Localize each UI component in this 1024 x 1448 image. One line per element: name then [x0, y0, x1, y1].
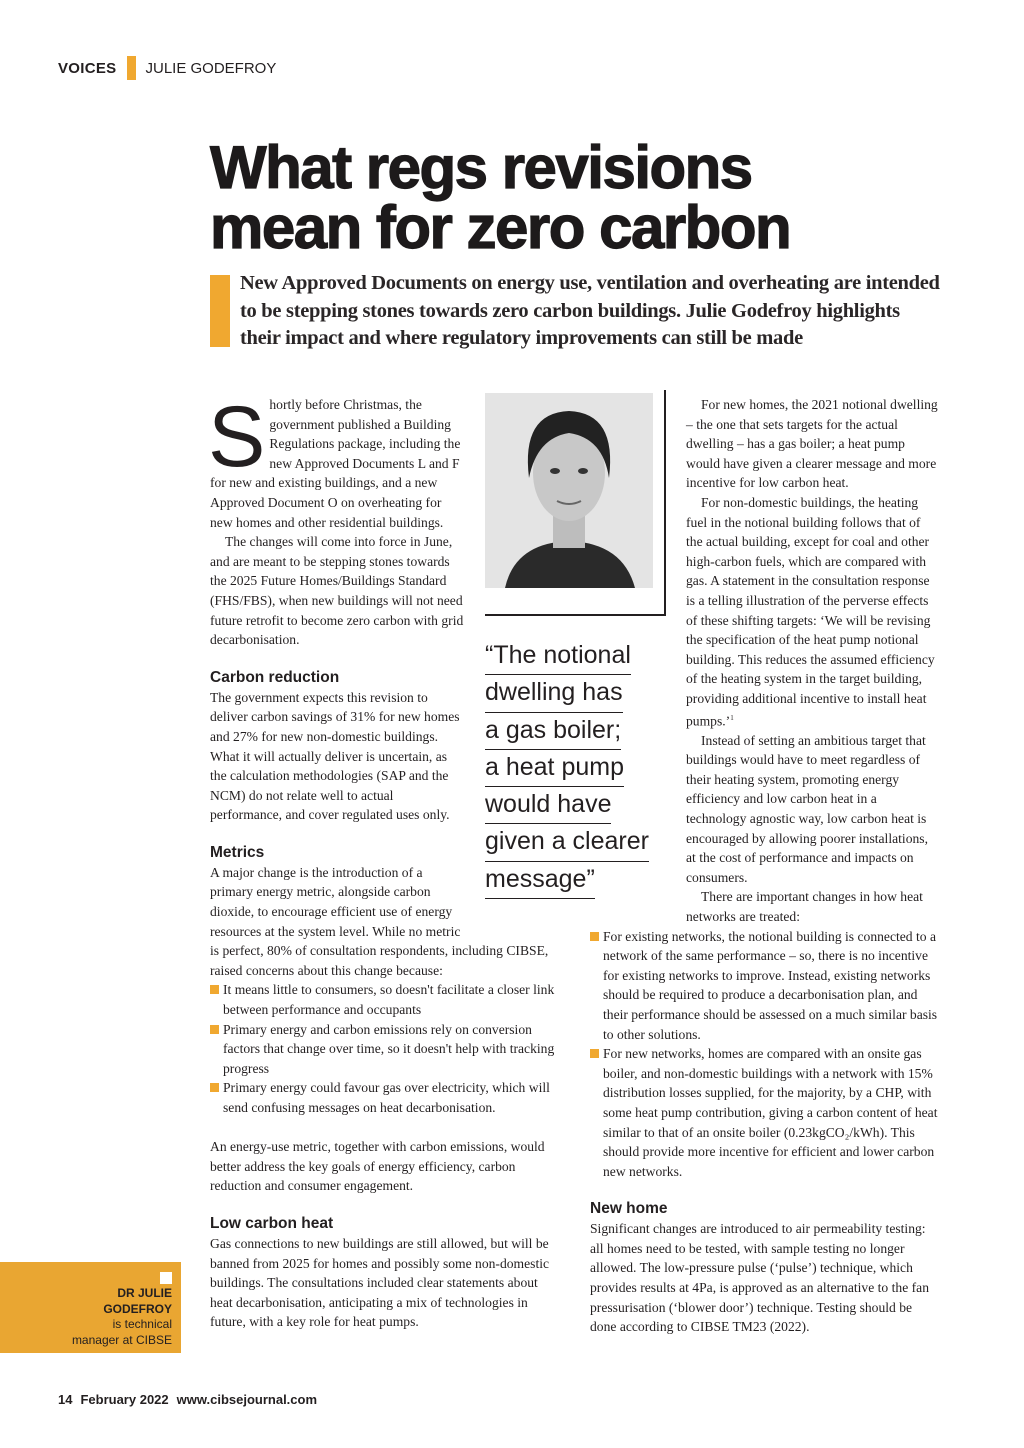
accent-bar: [127, 56, 136, 80]
right-column: [590, 395, 940, 1337]
standfirst-author: Julie Godefroy: [685, 299, 812, 322]
subheading-low-carbon-heat: Low carbon heat: [210, 1214, 334, 1232]
list-item: Primary energy and carbon emissions rely on conversion factors that change over time, so it doesn't help with tracking progress: [210, 1020, 560, 1079]
paragraph: Gas connections to new buildings are still allowed, but will be banned from 2025 for homes and possibly some non-domestic buildings. The consultations included clear statements about heat decarbonisation, anticipating a mix of technologies in future, with a key role for heat pumps.: [210, 1235, 550, 1330]
paragraph: For non-domestic buildings, the heating fuel in the notional building follows that of the actual building, except for coal and other high-carbon fuels, which are compared with gas. A statement in the consultation response is a telling illustration of the perverse effects of these shifting targets: ‘We will be revising the specification of the heat pump notional building. This reduces the assumed efficiency of the heating system in the target building, providing additional incentive to install heat pumps.’$^1$: [686, 494, 935, 729]
title-line: mean for zero carbon: [210, 194, 791, 261]
bullet-icon: [590, 1049, 599, 1058]
paragraph: A major change is the introduction of a primary energy metric, alongside carbon dioxide, to encourage efficient use of energy resources at the system level. While no metric is perfect, 80% of consultation respondents, including CIBSE, raised concerns about this change because:: [210, 864, 549, 978]
standfirst-bar: [210, 275, 230, 347]
list-item: Primary energy could favour gas over electricity, which will send confusing messages on heat decarbonisation.: [210, 1078, 560, 1117]
bio-role: manager at CIBSE: [71, 1332, 172, 1347]
paragraph: Instead of setting an ambitious target that buildings would have to meet regardless of their heating system, promoting energy efficiency and low carbon heat in a technology agnostic way, low carbon heat is encouraged by allowing poorer installations, at the cost of performance and impacts on consumers.: [686, 732, 928, 885]
website-link[interactable]: www.cibsejournal.com: [176, 1392, 318, 1407]
author-label: JULIE GODEFROY: [145, 59, 277, 77]
paragraph: The changes will come into force in June, and are meant to be stepping stones towards the 2025 Future Homes/Buildings Standard (FHS/FBS), when new buildings will not need future retrofit to become zero carbon with grid decarbonisation.: [210, 534, 464, 648]
paragraph: The government expects this revision to deliver carbon savings of 31% for new homes and 27% for new non-domestic buildings. What it will actually deliver is uncertain, as the calculation methodologies (SAP and the NCM) do not relate well to actual performance, and cover regulated uses only.: [210, 689, 460, 823]
standfirst: [240, 270, 940, 353]
drop-cap: S: [208, 389, 266, 485]
bullet-icon: [210, 985, 219, 994]
subheading-metrics: Metrics: [210, 843, 265, 861]
metrics-list: [210, 980, 560, 1117]
quote-line: message”: [485, 862, 595, 899]
bio-role: is technical: [112, 1317, 172, 1331]
bullet-icon: [210, 1025, 219, 1034]
paragraph: An energy-use metric, together with carbon emissions, would better address the key goals of energy efficiency, carbon reduction and consumer engagement.: [210, 1139, 545, 1194]
subheading-carbon: Carbon reduction: [210, 668, 340, 686]
paragraph: For new homes, the 2021 notional dwelling – the one that sets targets for the actual dwelling – has a gas boiler; a heat pump would have given a clearer message and more incentive for low carbon heat.: [686, 397, 938, 491]
quote-line: a gas boiler;: [485, 713, 621, 750]
section-label: VOICES: [58, 59, 117, 77]
standfirst-text: highlights their impact and where regulatory improvements can still be made: [240, 299, 900, 349]
heat-networks-list: [590, 927, 940, 1182]
paragraph: There are important changes in how heat networks are treated:: [686, 889, 923, 924]
bullet-icon: [590, 932, 599, 941]
standfirst-text: New Approved Documents on energy use, ventilation and overheating are intended to be stepping stones towards zero carbon buildings.: [240, 272, 940, 322]
bio-square-icon: [160, 1272, 172, 1284]
section-header: [58, 56, 276, 80]
list-item: It means little to consumers, so doesn't facilitate a closer link between performance and occupants: [210, 980, 560, 1019]
quote-line: “The notional: [485, 638, 631, 675]
bullet-icon: [210, 1083, 219, 1092]
article-title: [210, 134, 791, 261]
title-line: What regs revisions: [210, 134, 752, 201]
quote-line: dwelling has: [485, 675, 623, 712]
footnote-ref: 1: [730, 713, 734, 722]
list-item: For new networks, homes are compared with an onsite gas boiler, and non-domestic buildings with a network with 15% distribution losses supplied, for the majority, by a CHP, with some heat pump contribution, giving a carbon content of heat similar to that of an onsite boiler (0.23kgCO₂/kWh). This should provide more incentive for efficient and lower carbon new networks.: [590, 1044, 940, 1181]
quote-line: would have: [485, 787, 611, 824]
subheading-new-home: New home: [590, 1200, 668, 1218]
page-footer: [58, 1392, 325, 1407]
page-number: 14: [58, 1392, 73, 1407]
quote-line: a heat pump: [485, 750, 624, 787]
intro-paragraph: Shortly before Christmas, the government published a Building Regulations package, including the new Approved Documents L and F for new and existing buildings, and a new Approved Document O on overheating for new homes and other residential buildings.: [208, 389, 461, 530]
quote-line: given a clearer: [485, 824, 649, 861]
list-item: For existing networks, the notional building is connected to a network of the same performance – so, there is no incentive for existing networks to improve. Instead, existing networks should be required to produce a decarbonisation plan, and their performance should be assessed on a much similar basis to other solutions.: [590, 927, 940, 1045]
issue-date: February 2022: [80, 1392, 169, 1407]
paragraph: Significant changes are introduced to air permeability testing: all homes need to be tested, with sample testing no longer allowed. The low-pressure pulse (‘pulse’) technique, which provides results at 4Pa, is approved as an alternative to the fan pressurisation (‘blower door’) technique. Testing should be done according to CIBSE TM23 (2022).: [590, 1221, 929, 1335]
author-bio: [0, 1262, 181, 1353]
bio-name: DR JULIE: [117, 1286, 172, 1300]
bio-name: GODEFROY: [103, 1301, 172, 1316]
